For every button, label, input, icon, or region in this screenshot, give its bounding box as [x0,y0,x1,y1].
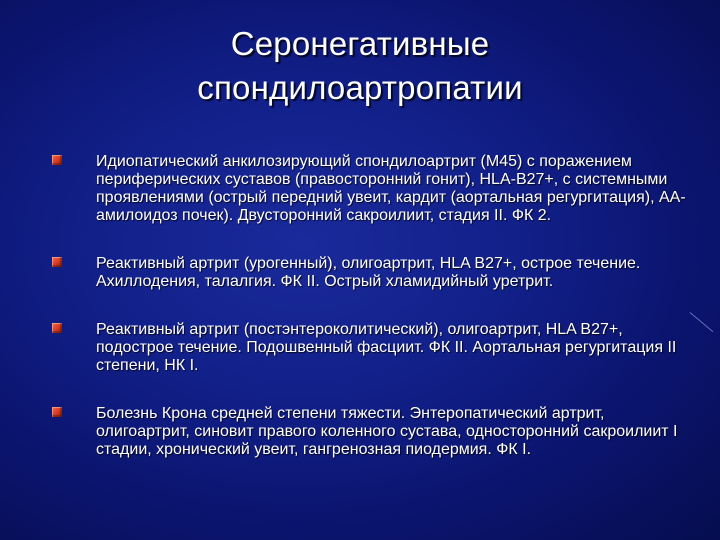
bullet-text: Реактивный артрит (постэнтероколитический), олигоартрит, HLA B27+, подострое течение. Подошвенный фасциит. ФК II. Аортальная регургитация II степени, НК I. [96,321,677,374]
slide-title [120,22,600,110]
slide-title-line-1: Серонегативные [230,25,490,62]
bullet-list [52,153,692,459]
red-square-bullet-icon [52,257,62,267]
bullet-item [52,405,692,459]
bullet-item [52,321,692,375]
red-square-bullet-icon [52,155,62,165]
bullet-item [52,153,692,225]
slide-title-line-2: спондилоартропатии [197,69,523,106]
red-square-bullet-icon [52,407,62,417]
bullet-item [52,255,692,291]
bullet-text: Идиопатический анкилозирующий спондилоартрит (М45) с поражением периферических суставов (правосторонний гонит), HLA-B27+, с системными проявлениями (острый передний увеит, кардит (аортальная регургитация), АА-амилоидоз почек). Двусторонний сакроилиит, стадия II. ФК 2. [96,153,686,224]
bullet-text: Реактивный артрит (урогенный), олигоартрит, HLA B27+, острое течение. Ахиллодения, талалгия. ФК II. Острый хламидийный уретрит. [96,255,641,290]
red-square-bullet-icon [52,323,62,333]
decorative-line [690,312,714,332]
bullet-text: Болезнь Крона средней степени тяжести. Энтеропатический артрит, олигоартрит, синовит правого коленного сустава, односторонний сакроилиит I стадии, хронический увеит, гангренозная пиодермия. ФК I. [96,405,678,458]
